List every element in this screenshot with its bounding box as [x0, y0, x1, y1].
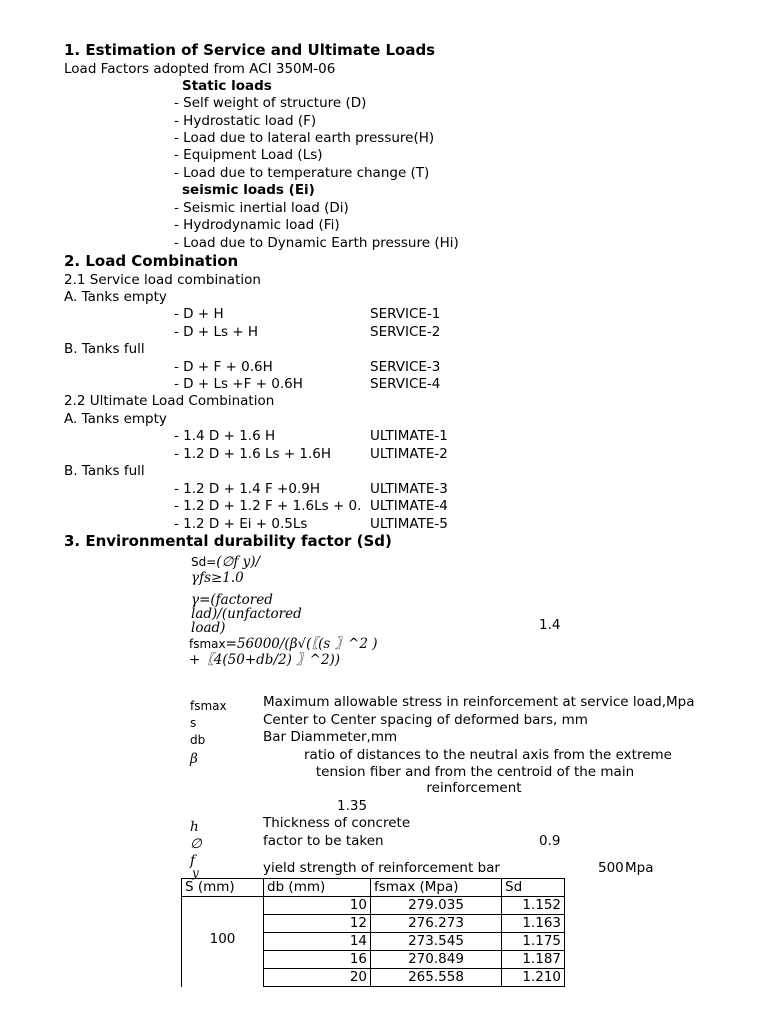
combination-name: ULTIMATE-5: [370, 516, 448, 532]
sd-formula: Sd=(∅𝑓 𝑦)/: [191, 554, 261, 570]
section-1-subtitle: Load Factors adopted from ACI 350M-06: [64, 61, 336, 77]
table-cell: 265.558: [371, 969, 502, 987]
table-cell: 20: [264, 969, 371, 987]
table-row: [182, 897, 565, 915]
table-cell: 16: [264, 951, 371, 969]
static-load-item: - Self weight of structure (D): [174, 95, 367, 111]
def-description: tension fiber and from the centroid of the main: [315, 764, 635, 780]
static-load-item: - Load due to temperature change (T): [174, 165, 430, 181]
combination-expr: - D + Ls + H: [174, 324, 259, 340]
ultimate-combination-title: 2.2 Ultimate Load Combination: [64, 393, 275, 409]
combination-name: ULTIMATE-1: [370, 428, 448, 444]
sd-results-table: [181, 878, 565, 987]
phi-value: 0.9: [539, 833, 561, 849]
section-3-title: 3. Environmental durability factor (Sd): [64, 532, 392, 550]
tanks-empty-label: A. Tanks empty: [64, 289, 167, 305]
seismic-load-item: - Load due to Dynamic Earth pressure (Hi): [174, 235, 459, 251]
static-loads-heading: Static loads: [182, 78, 272, 94]
fsmax-formula: fsmax=56000/(𝛽√(〖(𝑠 〗^2 ): [189, 636, 378, 652]
def-description: Bar Diammeter,mm: [263, 729, 398, 745]
table-cell: 12: [264, 915, 371, 933]
combination-expr: - D + H: [174, 306, 224, 322]
def-symbol: db: [190, 733, 206, 747]
combination-expr: - 1.2 D + 1.2 F + 1.6Ls + 0.: [174, 498, 362, 514]
beta-value: 1.35: [337, 798, 368, 814]
combination-name: SERVICE-4: [370, 376, 441, 392]
gamma-value: 1.4: [539, 617, 561, 633]
combination-expr: - 1.2 D + 1.4 F +0.9H: [174, 481, 320, 497]
column-header: db (mm): [264, 879, 371, 897]
fsmax-formula-line2: +〖4(50+𝑑𝑏/2) 〗^2)): [189, 652, 341, 668]
def-description: Thickness of concrete: [263, 815, 411, 831]
combination-expr: - D + Ls +F + 0.6H: [174, 376, 303, 392]
def-description: Center to Center spacing of deformed bars, mm: [263, 712, 588, 728]
gamma-formula-line3: 𝑙𝑜𝑎𝑑): [191, 620, 226, 636]
table-cell: 1.210: [502, 969, 565, 987]
def-description: Maximum allowable stress in reinforcement at service load,Mpa: [263, 694, 695, 710]
combination-expr: - 1.2 D + 1.6 Ls + 1.6H: [174, 446, 332, 462]
def-description: ratio of distances to the neutral axis from the extreme: [304, 747, 672, 763]
def-description: reinforcement: [426, 780, 522, 796]
def-description: yield strength of reinforcement bar: [263, 860, 500, 876]
table-cell: 1.175: [502, 933, 565, 951]
fy-unit: Mpa: [625, 860, 654, 876]
tanks-empty-label: A. Tanks empty: [64, 411, 167, 427]
table-cell: 273.545: [371, 933, 502, 951]
section-2-title: 2. Load Combination: [64, 252, 239, 270]
tanks-full-label: B. Tanks full: [64, 341, 145, 357]
seismic-load-item: - Hydrodynamic load (Fi): [174, 217, 340, 233]
fy-value: 500: [598, 860, 624, 876]
gamma-formula-line2: 𝑙𝑎𝑑)/(𝑢𝑛𝑓𝑎𝑐𝑡𝑜𝑟𝑒𝑑: [191, 606, 302, 622]
def-symbol: ℎ: [190, 819, 199, 835]
tanks-full-label: B. Tanks full: [64, 463, 145, 479]
combination-name: ULTIMATE-2: [370, 446, 448, 462]
gamma-formula: 𝛾=(𝑓𝑎𝑐𝑡𝑜𝑟𝑒𝑑: [191, 592, 273, 608]
section-1-title: 1. Estimation of Service and Ultimate Loads: [64, 41, 436, 59]
def-symbol: fsmax: [190, 699, 227, 713]
def-symbol-subscript: 𝑦: [192, 866, 199, 880]
column-header: fsmax (Mpa): [371, 879, 502, 897]
table-cell: 270.849: [371, 951, 502, 969]
static-load-item: - Hydrostatic load (F): [174, 113, 317, 129]
table-cell: 276.273: [371, 915, 502, 933]
static-load-item: - Equipment Load (Ls): [174, 147, 323, 163]
def-symbol: 𝛽: [190, 751, 198, 767]
combination-expr: - D + F + 0.6H: [174, 359, 273, 375]
def-symbol: 𝑓: [190, 853, 195, 869]
column-header: S (mm): [182, 879, 264, 897]
def-symbol: s: [190, 716, 197, 730]
combination-name: SERVICE-3: [370, 359, 441, 375]
table-cell: 14: [264, 933, 371, 951]
table-cell: 1.163: [502, 915, 565, 933]
table-cell: 1.152: [502, 897, 565, 915]
table-header-row: [182, 879, 565, 897]
column-header: Sd: [502, 879, 565, 897]
table-cell: 1.187: [502, 951, 565, 969]
def-symbol: ∅: [190, 836, 202, 852]
service-combination-title: 2.1 Service load combination: [64, 272, 261, 288]
combination-name: SERVICE-2: [370, 324, 441, 340]
table-cell: 10: [264, 897, 371, 915]
combination-expr: - 1.4 D + 1.6 H: [174, 428, 276, 444]
combination-name: ULTIMATE-4: [370, 498, 448, 514]
s-value-cell: 100: [182, 897, 264, 987]
def-description: factor to be taken: [263, 833, 384, 849]
sd-formula-line2: 𝛾𝑓𝑠≥1.0: [191, 570, 244, 586]
combination-name: SERVICE-1: [370, 306, 441, 322]
table-cell: 279.035: [371, 897, 502, 915]
seismic-loads-heading: seismic loads (Ei): [182, 182, 315, 198]
seismic-load-item: - Seismic inertial load (Di): [174, 200, 349, 216]
combination-name: ULTIMATE-3: [370, 481, 448, 497]
combination-expr: - 1.2 D + Ei + 0.5Ls: [174, 516, 308, 532]
static-load-item: - Load due to lateral earth pressure(H): [174, 130, 435, 146]
